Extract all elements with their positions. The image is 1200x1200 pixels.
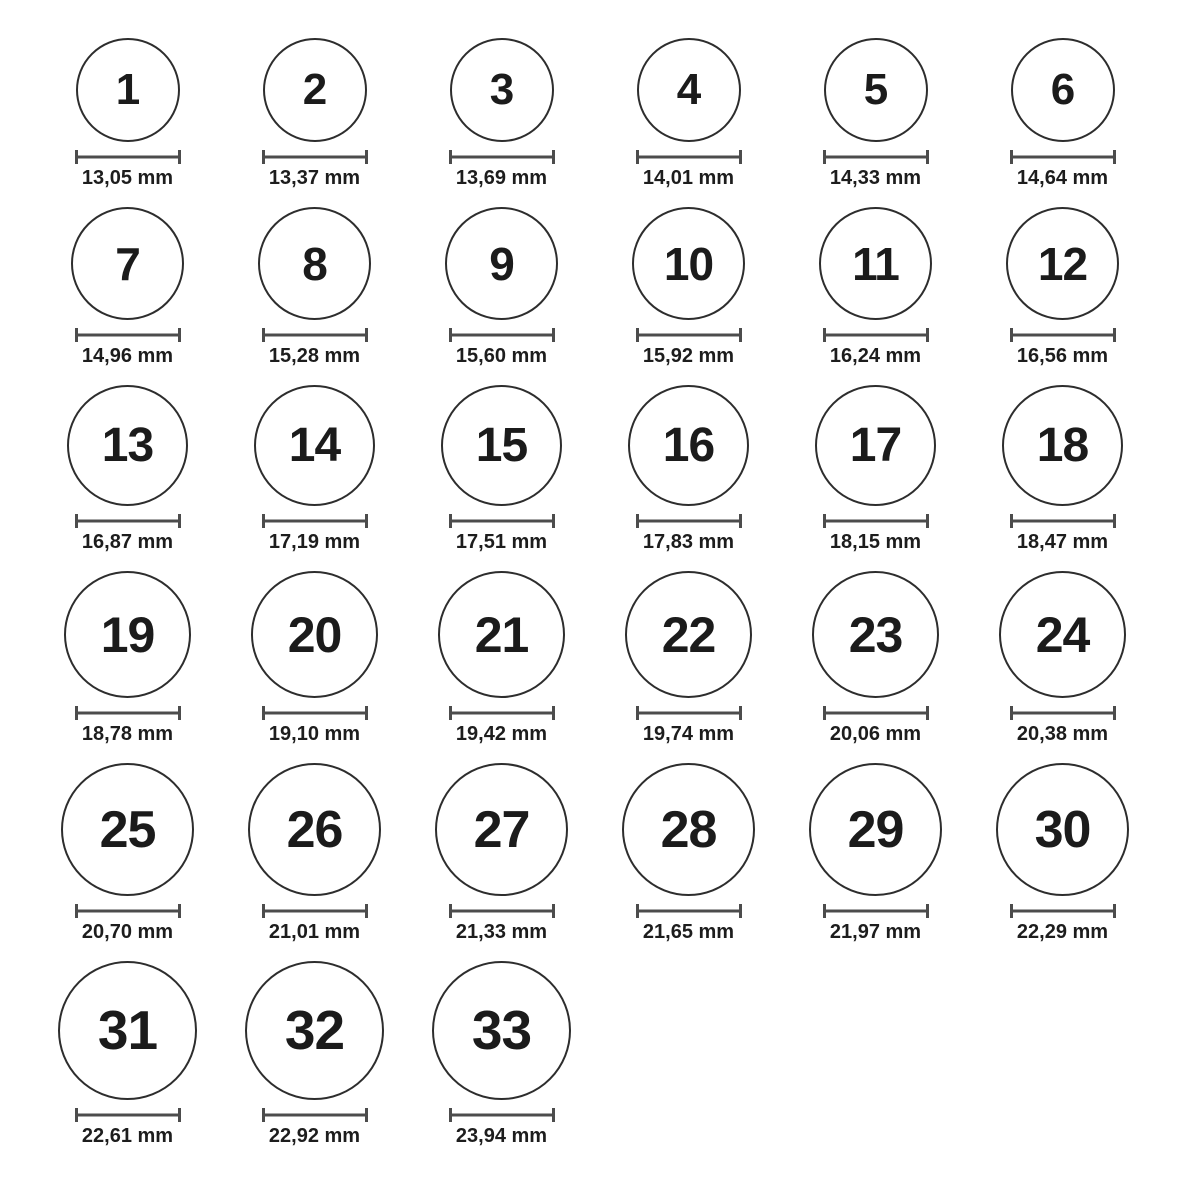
diameter-measure-bar xyxy=(262,514,368,528)
diameter-measure-bar xyxy=(636,514,742,528)
ring-size-cell xyxy=(782,571,969,746)
ring-size-number: 14 xyxy=(288,418,341,472)
ring-circle xyxy=(432,961,571,1100)
diameter-label: 19,74 mm xyxy=(642,723,735,745)
ring-size-number: 16 xyxy=(662,418,715,472)
measure-line xyxy=(75,334,181,337)
diameter-measure-bar xyxy=(636,328,742,342)
ring-size-number: 30 xyxy=(1034,800,1091,859)
diameter-measure-bar xyxy=(823,150,929,164)
ring-size-cell xyxy=(408,571,595,746)
ring-circle xyxy=(263,38,367,142)
ring-circle xyxy=(445,207,558,320)
ring-circle xyxy=(248,763,381,896)
diameter-label: 14,96 mm xyxy=(81,345,174,367)
measure-line xyxy=(636,156,742,159)
ring-circle xyxy=(67,385,188,506)
diameter-label: 19,42 mm xyxy=(455,723,548,745)
measure-line xyxy=(1010,712,1116,715)
ring-circle xyxy=(251,571,378,698)
ring-size-cell xyxy=(221,571,408,746)
ring-size-number: 33 xyxy=(471,999,532,1061)
measure-line xyxy=(262,712,368,715)
diameter-measure-bar xyxy=(1010,706,1116,720)
diameter-label: 23,94 mm xyxy=(455,1125,548,1147)
ring-circle xyxy=(254,385,375,506)
measure-line xyxy=(262,520,368,523)
diameter-label: 15,28 mm xyxy=(268,345,361,367)
ring-size-number: 19 xyxy=(100,606,155,663)
ring-size-number: 20 xyxy=(287,606,342,663)
ring-size-cell xyxy=(782,207,969,368)
ring-circle xyxy=(812,571,939,698)
measure-line xyxy=(449,910,555,913)
diameter-measure-bar xyxy=(262,904,368,918)
diameter-label: 22,92 mm xyxy=(268,1125,361,1147)
ring-size-number: 26 xyxy=(286,800,343,859)
ring-circle xyxy=(625,571,752,698)
measure-line xyxy=(823,156,929,159)
diameter-label: 20,70 mm xyxy=(81,921,174,943)
ring-size-number: 22 xyxy=(661,606,716,663)
diameter-label: 21,33 mm xyxy=(455,921,548,943)
ring-size-cell xyxy=(408,385,595,554)
diameter-label: 20,38 mm xyxy=(1016,723,1109,745)
ring-size-row xyxy=(34,385,1200,554)
diameter-label: 15,92 mm xyxy=(642,345,735,367)
diameter-label: 19,10 mm xyxy=(268,723,361,745)
ring-size-number: 4 xyxy=(676,65,701,114)
diameter-measure-bar xyxy=(75,150,181,164)
measure-line xyxy=(75,910,181,913)
ring-size-cell xyxy=(408,961,595,1148)
ring-size-cell xyxy=(595,38,782,190)
diameter-measure-bar xyxy=(75,328,181,342)
diameter-measure-bar xyxy=(449,904,555,918)
measure-line xyxy=(1010,520,1116,523)
diameter-measure-bar xyxy=(75,514,181,528)
diameter-measure-bar xyxy=(636,706,742,720)
diameter-label: 17,83 mm xyxy=(642,531,735,553)
diameter-label: 21,97 mm xyxy=(829,921,922,943)
ring-size-row xyxy=(34,571,1200,746)
ring-size-number: 28 xyxy=(660,800,717,859)
measure-line xyxy=(636,712,742,715)
ring-circle xyxy=(245,961,384,1100)
ring-size-cell xyxy=(595,571,782,746)
measure-line xyxy=(262,334,368,337)
measure-line xyxy=(75,1114,181,1117)
diameter-measure-bar xyxy=(636,150,742,164)
measure-line xyxy=(75,156,181,159)
diameter-label: 16,24 mm xyxy=(829,345,922,367)
diameter-label: 18,47 mm xyxy=(1016,531,1109,553)
ring-size-cell xyxy=(969,207,1156,368)
diameter-measure-bar xyxy=(75,1108,181,1122)
measure-line xyxy=(449,1114,555,1117)
measure-line xyxy=(262,156,368,159)
ring-size-number: 2 xyxy=(302,65,327,114)
measure-line xyxy=(449,520,555,523)
measure-line xyxy=(823,910,929,913)
diameter-label: 14,64 mm xyxy=(1016,167,1109,189)
ring-size-cell xyxy=(969,38,1156,190)
ring-circle xyxy=(815,385,936,506)
ring-size-cell xyxy=(969,763,1156,944)
diameter-label: 17,19 mm xyxy=(268,531,361,553)
ring-size-number: 21 xyxy=(474,606,529,663)
diameter-measure-bar xyxy=(449,150,555,164)
ring-size-number: 23 xyxy=(848,606,903,663)
ring-size-cell xyxy=(34,38,221,190)
ring-circle xyxy=(819,207,932,320)
ring-size-number: 8 xyxy=(302,237,327,290)
diameter-label: 22,29 mm xyxy=(1016,921,1109,943)
ring-size-number: 27 xyxy=(473,800,530,859)
diameter-label: 18,78 mm xyxy=(81,723,174,745)
ring-size-number: 25 xyxy=(99,800,156,859)
diameter-label: 16,87 mm xyxy=(81,531,174,553)
diameter-measure-bar xyxy=(262,328,368,342)
diameter-label: 13,69 mm xyxy=(455,167,548,189)
ring-size-number: 7 xyxy=(115,237,140,290)
ring-size-number: 13 xyxy=(101,418,154,472)
ring-size-number: 9 xyxy=(489,237,514,290)
ring-size-number: 3 xyxy=(489,65,514,114)
measure-line xyxy=(636,334,742,337)
ring-size-cell xyxy=(595,763,782,944)
measure-line xyxy=(1010,334,1116,337)
ring-circle xyxy=(441,385,562,506)
ring-circle xyxy=(58,961,197,1100)
diameter-measure-bar xyxy=(823,706,929,720)
ring-size-number: 24 xyxy=(1035,606,1090,663)
ring-circle xyxy=(71,207,184,320)
ring-size-cell xyxy=(221,38,408,190)
measure-line xyxy=(1010,156,1116,159)
ring-size-cell xyxy=(34,571,221,746)
measure-line xyxy=(262,910,368,913)
ring-size-number: 17 xyxy=(849,418,902,472)
measure-line xyxy=(75,520,181,523)
diameter-measure-bar xyxy=(75,706,181,720)
ring-size-number: 18 xyxy=(1036,418,1089,472)
ring-size-number: 32 xyxy=(284,999,345,1061)
ring-circle xyxy=(632,207,745,320)
diameter-measure-bar xyxy=(449,514,555,528)
ring-size-cell xyxy=(969,571,1156,746)
ring-circle xyxy=(628,385,749,506)
diameter-measure-bar xyxy=(449,328,555,342)
ring-circle xyxy=(999,571,1126,698)
ring-circle xyxy=(1006,207,1119,320)
measure-line xyxy=(1010,910,1116,913)
measure-line xyxy=(823,334,929,337)
ring-size-cell xyxy=(782,385,969,554)
measure-line xyxy=(449,156,555,159)
ring-circle xyxy=(1002,385,1123,506)
ring-size-cell xyxy=(408,207,595,368)
ring-circle xyxy=(61,763,194,896)
ring-size-number: 11 xyxy=(852,237,899,290)
diameter-label: 22,61 mm xyxy=(81,1125,174,1147)
ring-size-row xyxy=(34,38,1200,190)
diameter-label: 14,33 mm xyxy=(829,167,922,189)
ring-size-cell xyxy=(221,385,408,554)
ring-size-number: 12 xyxy=(1037,237,1088,290)
ring-circle xyxy=(824,38,928,142)
diameter-measure-bar xyxy=(636,904,742,918)
measure-line xyxy=(449,712,555,715)
ring-size-cell xyxy=(221,961,408,1148)
ring-size-number: 31 xyxy=(97,999,158,1061)
ring-size-number: 15 xyxy=(475,418,528,472)
ring-circle xyxy=(450,38,554,142)
diameter-measure-bar xyxy=(1010,904,1116,918)
measure-line xyxy=(262,1114,368,1117)
ring-circle xyxy=(1011,38,1115,142)
diameter-measure-bar xyxy=(262,1108,368,1122)
ring-size-cell xyxy=(34,385,221,554)
diameter-measure-bar xyxy=(1010,150,1116,164)
measure-line xyxy=(75,712,181,715)
ring-size-cell xyxy=(34,763,221,944)
ring-circle xyxy=(438,571,565,698)
ring-size-cell xyxy=(221,207,408,368)
diameter-label: 17,51 mm xyxy=(455,531,548,553)
diameter-measure-bar xyxy=(1010,328,1116,342)
diameter-measure-bar xyxy=(262,706,368,720)
ring-size-cell xyxy=(782,763,969,944)
ring-circle xyxy=(996,763,1129,896)
ring-size-number: 1 xyxy=(115,65,140,114)
ring-size-cell xyxy=(408,38,595,190)
ring-circle xyxy=(622,763,755,896)
diameter-measure-bar xyxy=(823,514,929,528)
diameter-label: 21,65 mm xyxy=(642,921,735,943)
ring-circle xyxy=(435,763,568,896)
diameter-measure-bar xyxy=(823,328,929,342)
ring-size-row xyxy=(34,961,1200,1148)
ring-size-cell xyxy=(408,763,595,944)
diameter-measure-bar xyxy=(262,150,368,164)
diameter-label: 13,05 mm xyxy=(81,167,174,189)
diameter-measure-bar xyxy=(823,904,929,918)
diameter-label: 20,06 mm xyxy=(829,723,922,745)
measure-line xyxy=(636,520,742,523)
diameter-label: 14,01 mm xyxy=(642,167,735,189)
diameter-label: 21,01 mm xyxy=(268,921,361,943)
ring-size-cell xyxy=(34,961,221,1148)
ring-circle xyxy=(258,207,371,320)
ring-size-number: 10 xyxy=(663,237,714,290)
diameter-label: 18,15 mm xyxy=(829,531,922,553)
ring-circle xyxy=(809,763,942,896)
diameter-measure-bar xyxy=(75,904,181,918)
diameter-measure-bar xyxy=(449,706,555,720)
ring-circle xyxy=(76,38,180,142)
ring-size-cell xyxy=(34,207,221,368)
ring-size-row xyxy=(34,763,1200,944)
measure-line xyxy=(823,712,929,715)
measure-line xyxy=(823,520,929,523)
ring-size-number: 6 xyxy=(1050,65,1075,114)
measure-line xyxy=(449,334,555,337)
ring-circle xyxy=(637,38,741,142)
diameter-measure-bar xyxy=(449,1108,555,1122)
ring-size-cell xyxy=(595,385,782,554)
ring-size-cell xyxy=(221,763,408,944)
diameter-label: 13,37 mm xyxy=(268,167,361,189)
ring-size-cell xyxy=(595,207,782,368)
diameter-label: 15,60 mm xyxy=(455,345,548,367)
ring-circle xyxy=(64,571,191,698)
diameter-measure-bar xyxy=(1010,514,1116,528)
ring-size-row xyxy=(34,207,1200,368)
ring-size-number: 5 xyxy=(863,65,888,114)
ring-size-cell xyxy=(969,385,1156,554)
measure-line xyxy=(636,910,742,913)
ring-size-number: 29 xyxy=(847,800,904,859)
diameter-label: 16,56 mm xyxy=(1016,345,1109,367)
ring-size-cell xyxy=(782,38,969,190)
